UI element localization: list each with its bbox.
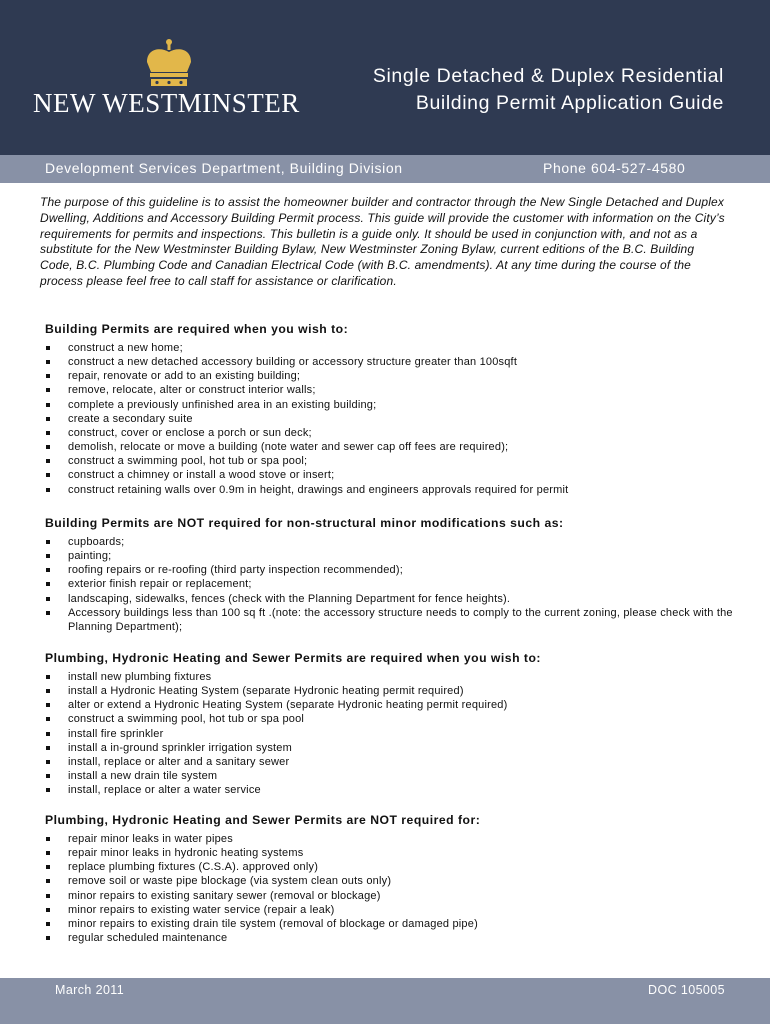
bullet-icon xyxy=(46,936,50,940)
list-item: repair minor leaks in water pipes xyxy=(45,832,735,846)
bullet-icon xyxy=(46,473,50,477)
section-plumbing-not-required xyxy=(45,813,735,945)
list-item: construct a swimming pool, hot tub or spa pool xyxy=(45,712,735,726)
bullet-icon xyxy=(46,374,50,378)
bullet-icon xyxy=(46,732,50,736)
bullet-icon xyxy=(46,360,50,364)
section-building-required xyxy=(45,322,735,497)
bullet-icon xyxy=(46,703,50,707)
section-heading: Plumbing, Hydronic Heating and Sewer Permits are required when you wish to: xyxy=(45,651,541,665)
section-heading: Building Permits are required when you wish to: xyxy=(45,322,349,336)
list-item: minor repairs to existing water service (repair a leak) xyxy=(45,903,735,917)
bullet-list xyxy=(45,341,735,497)
document-number: DOC 105005 xyxy=(648,983,725,997)
bullet-icon xyxy=(46,774,50,778)
bullet-list xyxy=(45,670,735,797)
list-item: alter or extend a Hydronic Heating System (separate Hydronic heating permit required) xyxy=(45,698,735,712)
bullet-icon xyxy=(46,445,50,449)
list-item: repair, renovate or add to an existing building; xyxy=(45,369,735,383)
footer-date: March 2011 xyxy=(55,983,125,997)
page-footer xyxy=(0,978,770,1024)
list-item: construct a new detached accessory building or accessory structure greater than 100sqft xyxy=(45,355,735,369)
list-item: create a secondary suite xyxy=(45,412,735,426)
list-item: install a in-ground sprinkler irrigation system xyxy=(45,741,735,755)
list-item: complete a previously unfinished area in an existing building; xyxy=(45,398,735,412)
title-line-1: Single Detached & Duplex Residential xyxy=(372,65,724,87)
crown-logo-icon xyxy=(143,38,195,88)
section-building-not-required xyxy=(45,516,735,634)
list-item: install new plumbing fixtures xyxy=(45,670,735,684)
list-item: painting; xyxy=(45,549,735,563)
list-item: construct a swimming pool, hot tub or spa pool; xyxy=(45,454,735,468)
title-line-2: Building Permit Application Guide xyxy=(415,92,724,114)
list-item: replace plumbing fixtures (C.S.A). approved only) xyxy=(45,860,735,874)
bullet-icon xyxy=(46,403,50,407)
bullet-icon xyxy=(46,689,50,693)
list-item: landscaping, sidewalks, fences (check with the Planning Department for fence heights). xyxy=(45,592,735,606)
bullet-icon xyxy=(46,922,50,926)
list-item: demolish, relocate or move a building (note water and sewer cap off fees are required); xyxy=(45,440,735,454)
list-item: remove, relocate, alter or construct interior walls; xyxy=(45,383,735,397)
bullet-icon xyxy=(46,388,50,392)
page-title xyxy=(304,63,724,117)
list-item: remove soil or waste pipe blockage (via system clean outs only) xyxy=(45,874,735,888)
page-header xyxy=(0,0,770,155)
department-name: Development Services Department, Building Division xyxy=(45,160,403,176)
bullet-icon xyxy=(46,894,50,898)
list-item: construct a chimney or install a wood stove or insert; xyxy=(45,468,735,482)
list-item: install a new drain tile system xyxy=(45,769,735,783)
section-plumbing-required xyxy=(45,651,735,797)
list-item: construct a new home; xyxy=(45,341,735,355)
list-item: install a Hydronic Heating System (separate Hydronic heating permit required) xyxy=(45,684,735,698)
list-item: install, replace or alter and a sanitary sewer xyxy=(45,755,735,769)
list-item: roofing repairs or re-roofing (third party inspection recommended); xyxy=(45,563,735,577)
bullet-icon xyxy=(46,540,50,544)
list-item: install fire sprinkler xyxy=(45,727,735,741)
bullet-icon xyxy=(46,908,50,912)
bullet-icon xyxy=(46,554,50,558)
bullet-icon xyxy=(46,568,50,572)
bullet-icon xyxy=(46,865,50,869)
section-heading: Plumbing, Hydronic Heating and Sewer Permits are NOT required for: xyxy=(45,813,481,827)
bullet-icon xyxy=(46,788,50,792)
bullet-icon xyxy=(46,459,50,463)
list-item: Accessory buildings less than 100 sq ft .(note: the accessory structure needs to comply to the current zoning, please check with the Planning Department); xyxy=(45,606,735,634)
bullet-icon xyxy=(46,346,50,350)
bullet-list xyxy=(45,832,735,945)
list-item: repair minor leaks in hydronic heating systems xyxy=(45,846,735,860)
bullet-icon xyxy=(46,760,50,764)
list-item: install, replace or alter a water service xyxy=(45,783,735,797)
list-item: construct, cover or enclose a porch or sun deck; xyxy=(45,426,735,440)
bullet-list xyxy=(45,535,735,634)
bullet-icon xyxy=(46,879,50,883)
list-item: construct retaining walls over 0.9m in height, drawings and engineers approvals required for permit xyxy=(45,483,735,497)
list-item: regular scheduled maintenance xyxy=(45,931,735,945)
bullet-icon xyxy=(46,746,50,750)
list-item: minor repairs to existing drain tile system (removal of blockage or damaged pipe) xyxy=(45,917,735,931)
list-item: exterior finish repair or replacement; xyxy=(45,577,735,591)
bullet-icon xyxy=(46,611,50,615)
bullet-icon xyxy=(46,675,50,679)
list-item: cupboards; xyxy=(45,535,735,549)
section-heading: Building Permits are NOT required for non-structural minor modifications such as: xyxy=(45,516,564,530)
list-item: minor repairs to existing sanitary sewer (removal or blockage) xyxy=(45,889,735,903)
phone-number: Phone 604-527-4580 xyxy=(543,160,686,176)
city-logo-text: NEW WESTMINSTER xyxy=(33,88,300,118)
bullet-icon xyxy=(46,837,50,841)
department-bar xyxy=(0,155,770,183)
intro-paragraph: The purpose of this guideline is to assist the homeowner builder and contractor through the New Single Detached and Duplex Dwelling, Additions and Accessory Building Permit process. This guide will provide the customer with information on the City’s requirements for permits and inspections. This bulletin is a guide only. It should be used in conjunction with, and not as a substitute for the New Westminster Building Bylaw, New Westminster Zoning Bylaw, current editions of the B.C. Building Code, B.C. Plumbing Code and Canadian Electrical Code (with B.C. amendments). At any time during the course of the process please feel free to call staff for assistance or clarification. xyxy=(40,195,725,288)
bullet-icon xyxy=(46,597,50,601)
bullet-icon xyxy=(46,431,50,435)
bullet-icon xyxy=(46,717,50,721)
bullet-icon xyxy=(46,417,50,421)
bullet-icon xyxy=(46,488,50,492)
bullet-icon xyxy=(46,851,50,855)
bullet-icon xyxy=(46,582,50,586)
